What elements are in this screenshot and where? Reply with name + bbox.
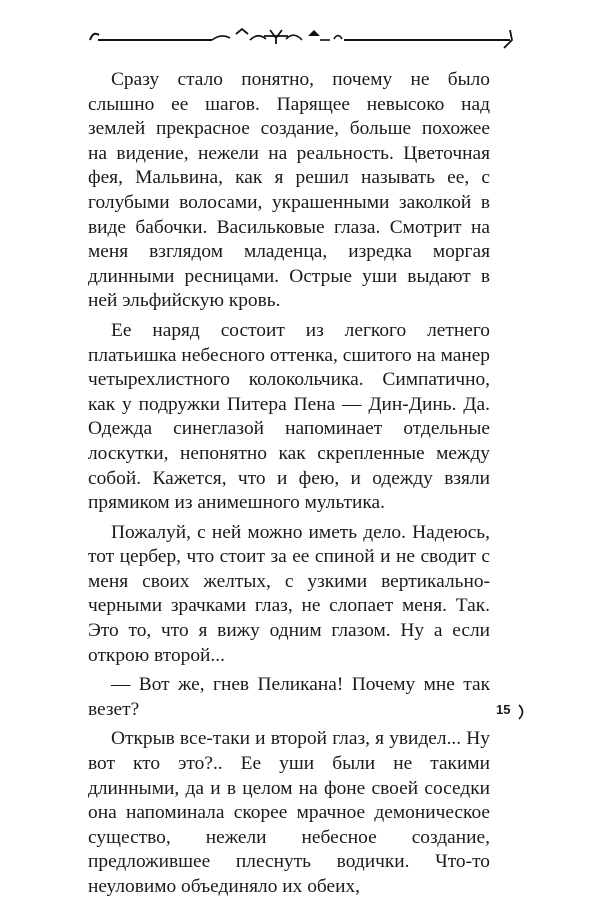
paragraph: Пожалуй, с ней можно иметь дело. Надеюсь, тот цербер, что стоит за ее спиной и не сводит с меня своих желтых, с узкими вертикально-черными зрачками глаз, не слопает меня. Так. Это то, что я вижу одним глазом. Ну а если открою второй... [88,521,490,666]
page-number: 15 [496,702,511,717]
paragraph: Сразу стало понятно, почему не было слышно ее шагов. Парящее невысоко над землей прекрасное создание, больше похожее на видение, нежели на реальность. Цветочная фея, Мальвина, как я решил называть ее, с голубыми волосами, украшенными заколкой в виде бабочки. Васильковые глаза. Смотрит на меня взглядом младенца, изредка моргая длинными ресницами. Острые уши выдают в ней эльфийскую кровь. [88,69,490,312]
paragraph: Открыв все-таки и второй глаз, я увидел... Ну вот кто это?.. Ее уши были не такими длинными, да и в целом на фоне своей соседки она напоминала скорее мрачное демоническое существо, нежели небесное создание, предложившее плеснуть водички. Что-то неуловимо объединяло их обеих, [88,728,490,897]
page-text [88,68,490,900]
page-corner-flourish-icon [516,702,528,722]
header-ornament [86,22,516,52]
paragraph: — Вот же, гнев Пеликана! Почему мне так везет? [88,674,490,720]
paragraph: Ее наряд состоит из легкого летнего платьишка небесного оттенка, сшитого на манер четырехлистного колокольчика. Симпатично, как у подружки Питера Пена — Дин-Динь. Да. Одежда синеглазой напоминает отдельные лоскутки, непонятно как скрепленные между собой. Кажется, что и фею, и одежду взяли прямиком из анимешного мультика. [88,319,490,514]
